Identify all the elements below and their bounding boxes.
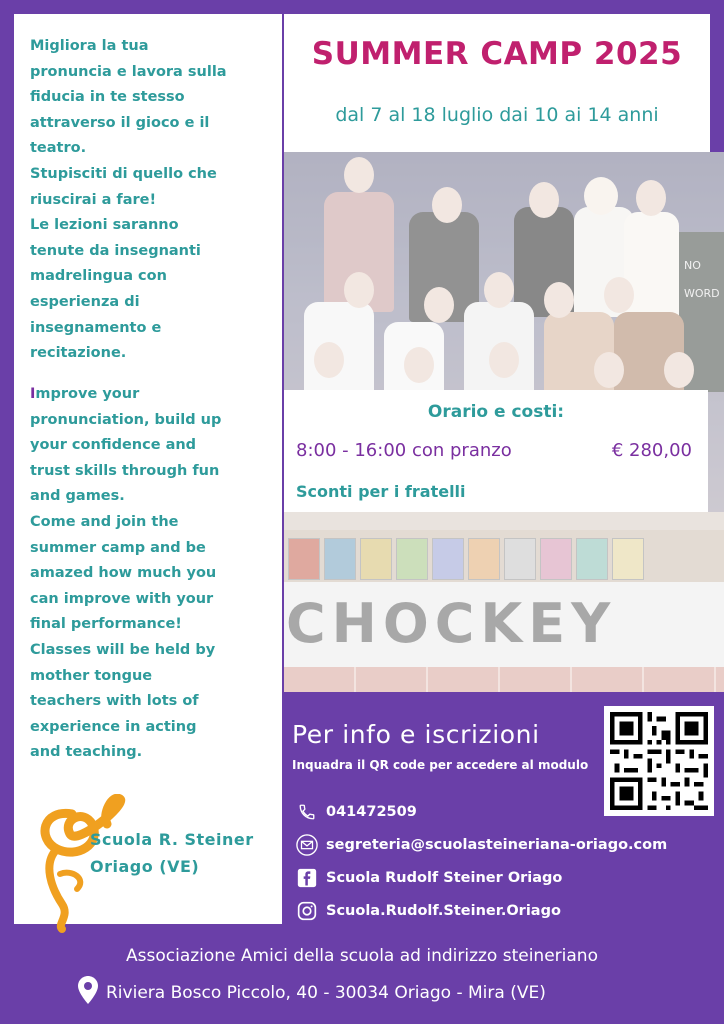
phone-icon	[296, 801, 318, 823]
info-discount: Sconti per i fratelli	[296, 482, 466, 501]
camp-dates: dal 7 al 18 luglio dai 10 ai 14 anni	[335, 104, 659, 126]
page-title: SUMMER CAMP 2025	[311, 36, 683, 72]
schedule-and-costs-box	[284, 390, 708, 512]
contact-email[interactable]	[296, 833, 667, 857]
contact-subtitle: Inquadra il QR code per accedere al modulo	[292, 758, 589, 772]
english-body: mprove your pronunciation, build up your confidence and trust skills through fun and games. Come and join the summer camp and be amazed how much you can improve with your final performance! Classes will be held by mother tongue teachers with lots of experience in acting and teaching.	[30, 386, 222, 761]
italian-text: Migliora la tua pronuncia e lavora sulla fiducia in te stesso attraverso il gioco e il teatro. Stupisciti di quello che riuscirai a fare! Le lezioni saranno tenute da insegnanti madrelingua con esperienza di insegnamento e recitazione.	[30, 38, 227, 362]
italian-description	[30, 34, 270, 367]
english-initial: I	[30, 386, 36, 402]
info-price: € 280,00	[611, 440, 692, 461]
qr-code[interactable]	[604, 706, 714, 816]
contact-facebook[interactable]	[296, 866, 562, 890]
banner-text: CHOCKEY	[286, 592, 617, 655]
facebook-icon	[296, 867, 318, 889]
address-text: Riviera Bosco Piccolo, 40 - 30034 Oriago - Mira (VE)	[106, 982, 546, 1003]
english-description	[30, 382, 270, 766]
contact-instagram[interactable]	[296, 899, 561, 923]
info-heading: Orario e costi:	[427, 402, 565, 422]
map-pin-icon	[78, 976, 98, 1009]
chalkboard-text: NO WORD	[684, 259, 720, 300]
association-name: Associazione Amici della scuola ad indirizzo steineriano	[126, 946, 598, 966]
contact-phone[interactable]	[296, 800, 417, 824]
mail-icon	[296, 834, 318, 856]
english-text	[30, 382, 270, 766]
left-panel	[14, 14, 282, 924]
contact-title: Per info e iscrizioni	[292, 720, 540, 749]
school-name: Scuola R. Steiner Oriago (VE)	[90, 830, 254, 876]
email-address: segreteria@scuolasteineriana-oriago.com	[326, 837, 668, 853]
address-line	[78, 976, 546, 1009]
facebook-name: Scuola Rudolf Steiner Oriago	[326, 870, 563, 886]
phone-number: 041472509	[326, 804, 417, 820]
instagram-handle: Scuola.Rudolf.Steiner.Oriago	[326, 903, 561, 919]
header	[284, 14, 710, 152]
instagram-icon	[296, 900, 318, 922]
info-hours: 8:00 - 16:00 con pranzo	[296, 440, 512, 461]
